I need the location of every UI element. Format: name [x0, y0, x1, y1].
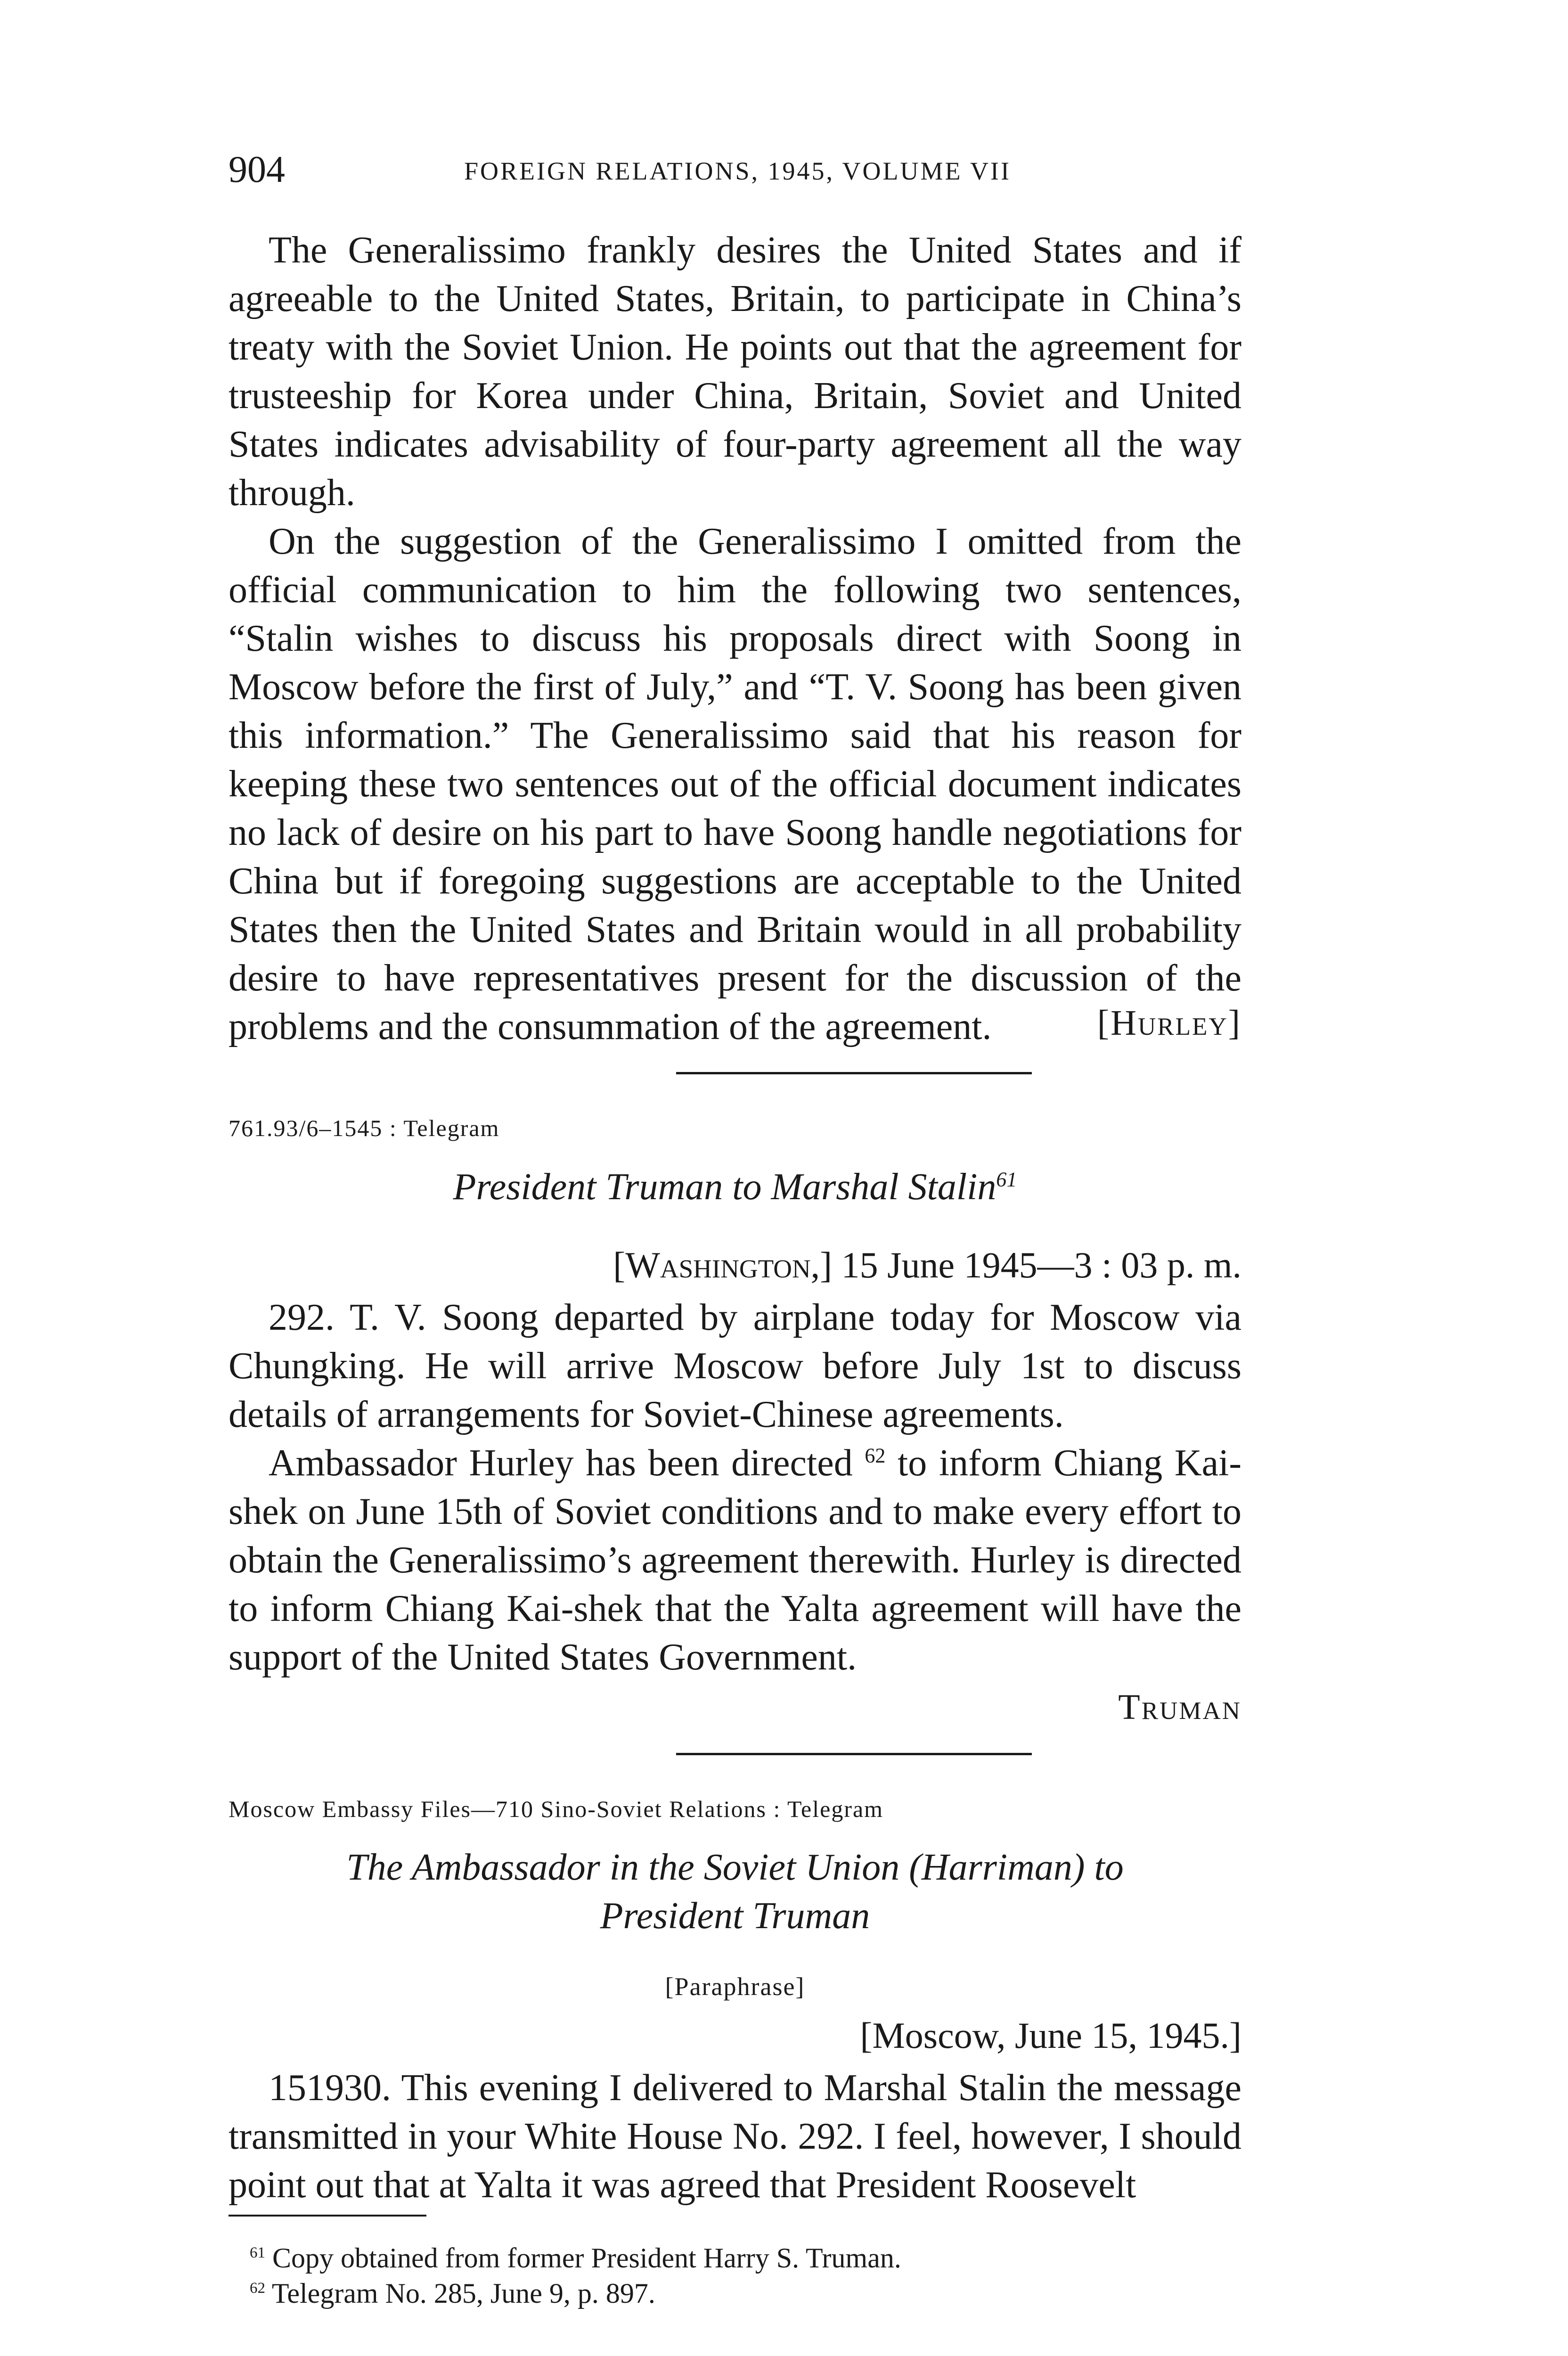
section-2-body [229, 1293, 1241, 1682]
document-title-line: The Ambassador in the Soviet Union (Harriman) to [346, 1847, 1124, 1888]
footnote-mark: 62 [250, 2280, 265, 2297]
footnote-marker: 61 [996, 1168, 1017, 1191]
footnote-mark: 61 [250, 2244, 265, 2261]
section-3-paragraph-1: 151930. This evening I delivered to Marshal Stalin the message transmitted in your White House No. 292. I feel, however, I should point out that at Yalta it was agreed that President Roosevelt [229, 2067, 1241, 2206]
paragraph-text: to inform Chiang Kai-shek on June 15th of Soviet conditions and to make every effort to obtain the Generalissimo’s agreement therewith. Hurley is directed to inform Chiang Kai-shek that the Yalta agreement will have the support of the United States Government. [229, 1442, 1242, 1678]
footnote-rule [229, 2215, 426, 2217]
footnote-marker: 62 [865, 1444, 886, 1467]
dateline: [Moscow, June 15, 1945.] [860, 2015, 1241, 2056]
footnotes [250, 2241, 1239, 2311]
dateline-place: [Washington,] [613, 1244, 833, 1285]
file-reference: Moscow Embassy Files—710 Sino-Soviet Relations : Telegram [229, 1796, 884, 1822]
section-1-body [229, 226, 1241, 1051]
document-title-text: President Truman to Marshal Stalin [453, 1166, 996, 1208]
file-reference: 761.93/6–1545 : Telegram [229, 1115, 500, 1141]
document-title [229, 1163, 1241, 1211]
paragraph-text: Ambassador Hurley has been directed [269, 1442, 865, 1484]
dateline [613, 1244, 1241, 1286]
section-2-paragraph-1: 292. T. V. Soong departed by airplane today for Moscow via Chungking. He will arrive Moscow before July 1st to discuss details of arrangements for Soviet-Chinese agreements. [229, 1297, 1241, 1435]
footnote-text: Copy obtained from former President Harry S. Truman. [272, 2242, 901, 2274]
section-divider [676, 1072, 1032, 1074]
section-divider [676, 1753, 1032, 1755]
section-1-paragraph-1: The Generalissimo frankly desires the United States and if agreeable to the United States, Britain, to participate in China’s treaty with the Soviet Union. He points out that the agreement for trusteeship for Korea under China, Britain, Soviet and United States indicates advisability of four-party agreement all the way through. [229, 229, 1241, 514]
section-1-paragraph-2: On the suggestion of the Generalissimo I omitted from the official communication to him the following two sentences, “Stalin wishes to discuss his proposals direct with Soong in Moscow before the first of July,” and “T. V. Soong has been given this information.” The Generalissimo said that his reason for keeping these two sentences out of the official document indicates no lack of desire on his part to have Soong handle negotiations for China but if foregoing suggestions are acceptable to the United States then the United States and Britain would in all probability desire to have representatives present for the discussion of the problems and the consummation of the agreement. [229, 521, 1241, 1047]
paraphrase-label: [Paraphrase] [665, 1972, 805, 2001]
footnote-text: Telegram No. 285, June 9, p. 897. [271, 2278, 655, 2309]
document-title-line: President Truman [600, 1895, 870, 1937]
running-head [229, 148, 1241, 191]
header-title: FOREIGN RELATIONS, 1945, VOLUME VII [464, 157, 1011, 185]
dateline-date: 15 June 1945—3 : 03 p. m. [832, 1244, 1241, 1285]
footnote-61 [250, 2241, 1239, 2276]
document-title [229, 1843, 1241, 1940]
signature-hurley: [Hurley] [1097, 1003, 1241, 1043]
section-3-body [229, 2064, 1241, 2209]
signature-truman: Truman [1118, 1687, 1241, 1727]
page-number: 904 [229, 149, 285, 190]
section-2-paragraph-2 [229, 1439, 1241, 1682]
footnote-62 [250, 2276, 1239, 2311]
